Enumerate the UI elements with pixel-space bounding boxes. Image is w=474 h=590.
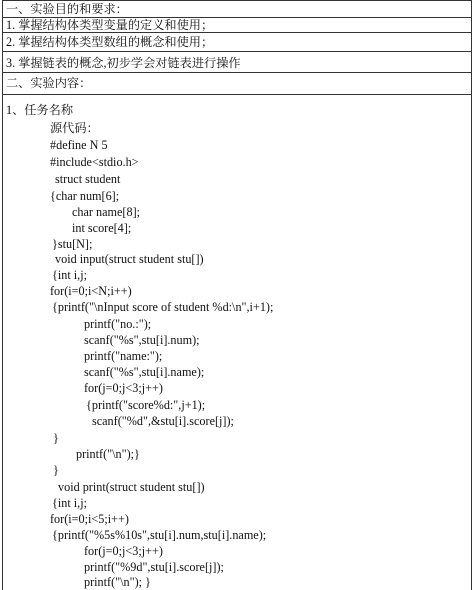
code-line: {printf("%5s%10s",stu[i].num,stu[i].name); bbox=[52, 528, 267, 542]
code-line: printf("no.:"); bbox=[84, 317, 152, 331]
code-line: {printf("score%d:",j+1); bbox=[86, 398, 206, 412]
code-line: void input(struct student stu[]) bbox=[55, 252, 204, 266]
code-line: } bbox=[53, 431, 59, 445]
code-line: for(j=0;j<3;j++) bbox=[84, 381, 163, 395]
code-line: for(i=0;i<N;i++) bbox=[50, 284, 132, 298]
code-line: {printf("\nInput score of student %d:\n",i+1); bbox=[52, 300, 274, 314]
section2-heading: 二、实验内容： bbox=[6, 76, 92, 90]
source-label: 源代码： bbox=[50, 121, 99, 135]
task-title: 1、任务名称 bbox=[6, 103, 74, 117]
row-divider bbox=[2, 94, 471, 95]
code-line: {int i,j; bbox=[52, 268, 87, 282]
row-divider bbox=[2, 72, 471, 73]
code-line: struct student bbox=[55, 172, 121, 186]
requirement-item: 3. 掌握链表的概念,初步学会对链表进行操作 bbox=[6, 56, 241, 70]
code-line: printf("name:"); bbox=[84, 349, 163, 363]
code-line: scanf("%s",stu[i].num); bbox=[84, 333, 200, 347]
code-line: {int i,j; bbox=[52, 496, 87, 510]
code-line: scanf("%s",stu[i].name); bbox=[84, 365, 205, 379]
code-line: #include<stdio.h> bbox=[50, 155, 139, 169]
code-line: int score[4]; bbox=[72, 221, 132, 235]
code-line: #define N 5 bbox=[50, 138, 108, 152]
requirement-item: 2. 掌握结构体类型数组的概念和使用； bbox=[6, 35, 214, 49]
requirement-item: 1. 掌握结构体类型变量的定义和使用； bbox=[6, 18, 214, 32]
code-line: printf("\n"); } bbox=[84, 575, 151, 589]
code-line: for(i=0;i<5;i++) bbox=[50, 512, 129, 526]
code-line: scanf("%d",&stu[i].score[j]); bbox=[92, 414, 234, 428]
code-line: printf("\n");} bbox=[76, 447, 140, 461]
code-line: for(j=0;j<3;j++) bbox=[84, 544, 163, 558]
code-line: printf("%9d",stu[i].score[j]); bbox=[84, 560, 224, 574]
code-line: } bbox=[53, 463, 59, 477]
code-line: }stu[N]; bbox=[52, 237, 93, 251]
code-line: {char num[6]; bbox=[50, 189, 120, 203]
row-divider bbox=[2, 51, 471, 52]
section1-heading: 一、实验目的和要求： bbox=[6, 2, 128, 16]
code-line: void print(struct student stu[]) bbox=[58, 480, 205, 494]
code-line: char name[8]; bbox=[72, 205, 141, 219]
